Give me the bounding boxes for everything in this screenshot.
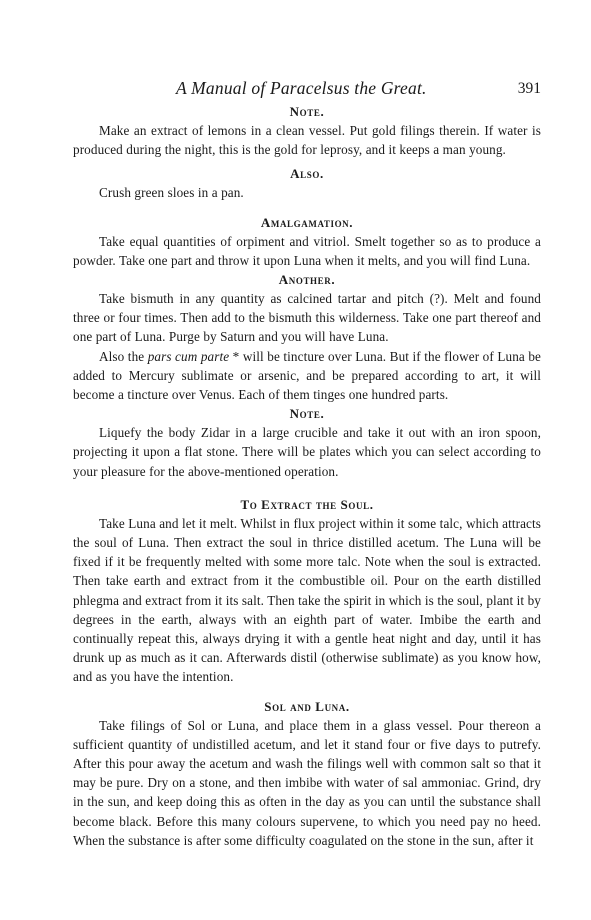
paragraph: Crush green sloes in a pan. bbox=[99, 185, 244, 201]
paragraph-text: * will be tincture over Luna. But if the flower of Luna be added to Mercury sublimate or arsenic, and be prepared according to art, it will become a tincture over Venus. Each of them tinges one hundred parts. bbox=[73, 348, 541, 403]
running-title: A Manual of Paracelsus the Great. bbox=[176, 78, 427, 98]
section-heading-sol-luna: Sol and Luna. bbox=[264, 698, 350, 714]
section-heading-amalgamation: Amalgamation. bbox=[260, 214, 354, 230]
paragraph: Make an extract of lemons in a clean vessel. Put gold filings therein. If water is produced during the night, this is the gold for leprosy, and it keeps a man young. bbox=[73, 123, 541, 158]
paragraph: Take equal quantities of orpiment and vitriol. Smelt together so as to produce a powder. Take one part and throw it upon Luna when it melts, and you will find Luna. bbox=[73, 233, 541, 268]
paragraph-text: Also the bbox=[99, 348, 148, 364]
section-heading-also: Also. bbox=[290, 166, 324, 182]
paragraph: Take Luna and let it melt. Whilst in flux project within it some talc, which attracts the soul of Luna. Then extract the soul in thrice distilled acetum. The Luna will be fixed if it be frequently melted with some more talc. Note when the soul is extracted. Then take earth and extract from it the combustible oil. Pour on the earth distilled phlegma and extract from it its salt. Then take the spirit in which is the soul, plant it by degrees in the earth, always with an eighth part of water. Imbibe the earth and continually repeat this, always drying it with a gentle heat night and day, until it has drunk up as much as it can. Afterwards distil (otherwise sublimate) as you know how, and as you have the intention. bbox=[73, 515, 541, 685]
paragraph-pars-cum-parte bbox=[73, 347, 541, 405]
latin-phrase: pars cum parte bbox=[147, 348, 230, 364]
section-heading-note: Note. bbox=[289, 104, 325, 119]
paragraph: Take filings of Sol or Luna, and place them in a glass vessel. Pour thereon a sufficient quantity of undistilled acetum, and let it stand four or five days to putrefy. After this pour away the acetum and wash the filings well with common salt so that it may be pure. Dry on a stone, and then imbibe with water of sal ammoniac. Grind, dry in the sun, and keep doing this as often in the day as you can until the substance shall become black. Before this many colours supervene, to which you need pay no heed. When the substance is after some difficulty coagulated on the stone in the sun, after it bbox=[73, 717, 541, 848]
paragraph: Liquefy the body Zidar in a large crucible and take it out with an iron spoon, projecting it upon a flat stone. There will be plates which you can select according to your pleasure for the above-mentioned operation. bbox=[73, 425, 541, 479]
page-header bbox=[73, 72, 541, 102]
section-heading-extract-soul: To Extract the Soul. bbox=[240, 496, 374, 512]
page-number: 391 bbox=[517, 80, 541, 97]
section-heading-another: Another. bbox=[278, 272, 336, 288]
section-heading-note-2: Note. bbox=[289, 406, 325, 422]
paragraph: Take bismuth in any quantity as calcined tartar and pitch (?). Melt and found three or four times. Then add to the bismuth this wilderness. Take one part thereof and one part of Luna. Purge by Saturn and you will have Luna. bbox=[73, 291, 541, 345]
